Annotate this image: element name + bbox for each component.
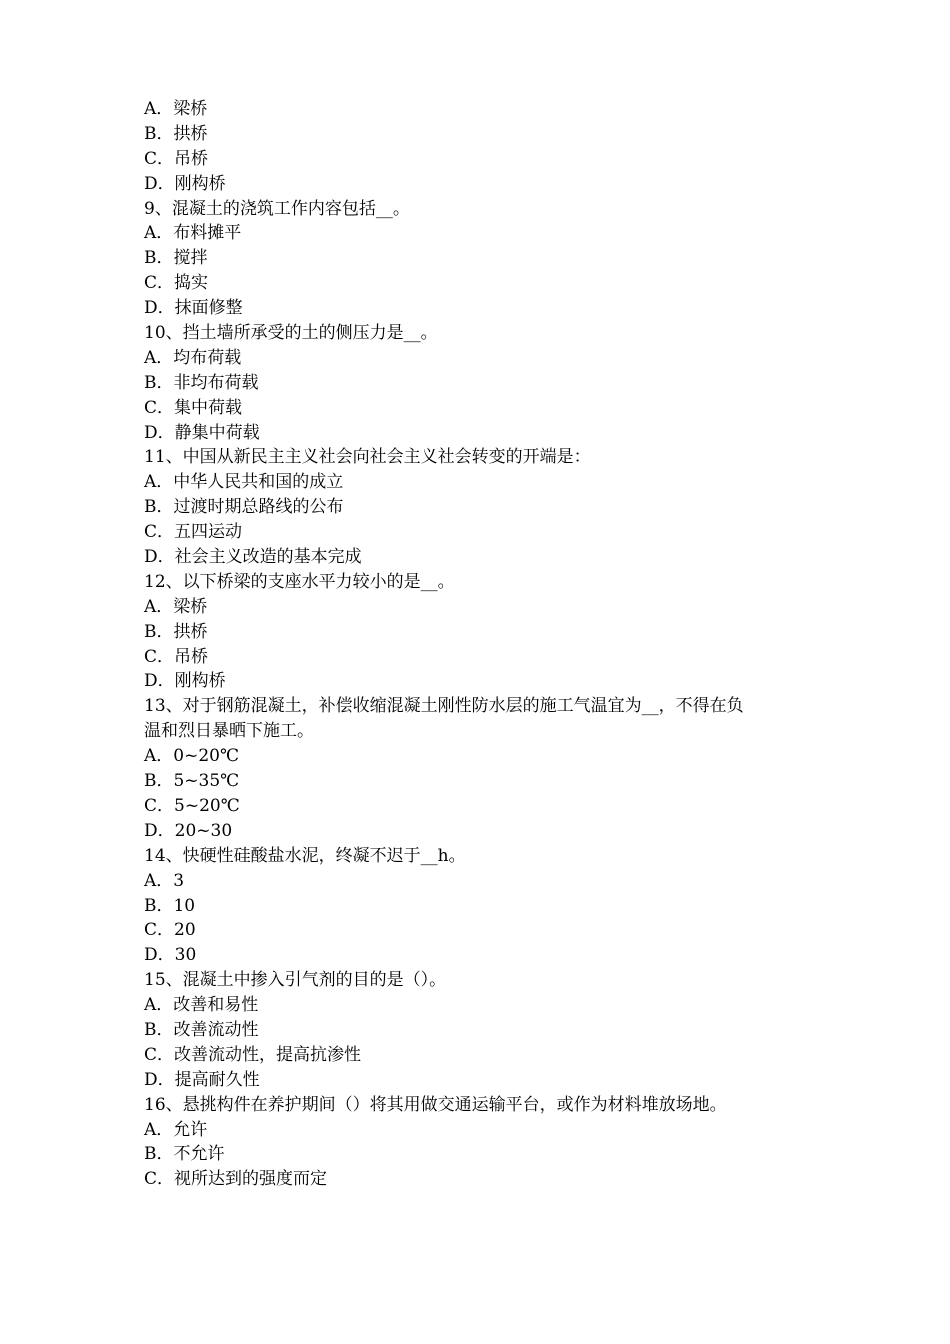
- option-d: D．社会主义改造的基本完成: [144, 547, 362, 568]
- option-a: A．0~20℃: [144, 746, 239, 767]
- option-c: C．吊桥: [144, 646, 209, 667]
- option-c: C．改善流动性，提高抗渗性: [144, 1044, 362, 1065]
- option-d: D．20~30: [144, 820, 233, 841]
- option-c: C．20: [144, 920, 196, 941]
- option-b: B．搅拌: [144, 248, 208, 269]
- question-10: 10、挡土墙所承受的土的侧压力是__。: [144, 323, 438, 344]
- option-d: D．刚构桥: [144, 671, 226, 692]
- option-a: A．梁桥: [144, 99, 208, 119]
- question-9: 9、混凝土的浇筑工作内容包括__。: [144, 198, 410, 219]
- option-b: B．过渡时期总路线的公布: [144, 497, 344, 518]
- option-d: D．提高耐久性: [144, 1069, 260, 1090]
- option-c: C．五四运动: [144, 522, 243, 543]
- option-d: D．刚构桥: [144, 173, 226, 194]
- question-13-line-2: 温和烈日暴晒下施工。: [144, 721, 314, 742]
- option-a: A．均布荷载: [144, 347, 242, 368]
- question-12: 12、以下桥梁的支座水平力较小的是__。: [144, 571, 455, 592]
- option-b: B．不允许: [144, 1144, 225, 1165]
- option-b: B．非均布荷载: [144, 372, 259, 393]
- question-16: 16、悬挑构件在养护期间（）将其用做交通运输平台，或作为材料堆放场地。: [144, 1094, 727, 1115]
- option-a: A．3: [144, 870, 185, 891]
- option-c: C．集中荷载: [144, 397, 243, 418]
- option-b: B．拱桥: [144, 621, 208, 642]
- option-c: C．捣实: [144, 273, 209, 294]
- option-a: A．改善和易性: [144, 995, 259, 1016]
- option-b: B．改善流动性: [144, 1019, 259, 1040]
- option-a: A．布料摊平: [144, 223, 242, 244]
- question-13-line-1: 13、对于钢筋混凝土，补偿收缩混凝土刚性防水层的施工气温宜为__，不得在负: [144, 696, 744, 717]
- option-d: D．抹面修整: [144, 298, 243, 319]
- option-a: A．中华人民共和国的成立: [144, 472, 344, 493]
- question-15: 15、混凝土中掺入引气剂的目的是（）。: [144, 970, 447, 991]
- option-c: C．吊桥: [144, 148, 209, 169]
- question-14: 14、快硬性硅酸盐水泥，终凝不迟于__h。: [144, 845, 466, 866]
- question-11: 11、中国从新民主主义社会向社会主义社会转变的开端是：: [144, 447, 591, 468]
- option-d: D．30: [144, 945, 197, 966]
- option-a: A．梁桥: [144, 596, 208, 617]
- option-d: D．静集中荷载: [144, 422, 260, 443]
- option-c: C．5~20℃: [144, 795, 240, 816]
- option-c: C．视所达到的强度而定: [144, 1169, 328, 1190]
- document-page: [144, 97, 814, 1192]
- option-b: B．拱桥: [144, 123, 208, 144]
- option-a: A．允许: [144, 1119, 208, 1140]
- option-b: B．5~35℃: [144, 771, 240, 792]
- option-b: B．10: [144, 895, 196, 916]
